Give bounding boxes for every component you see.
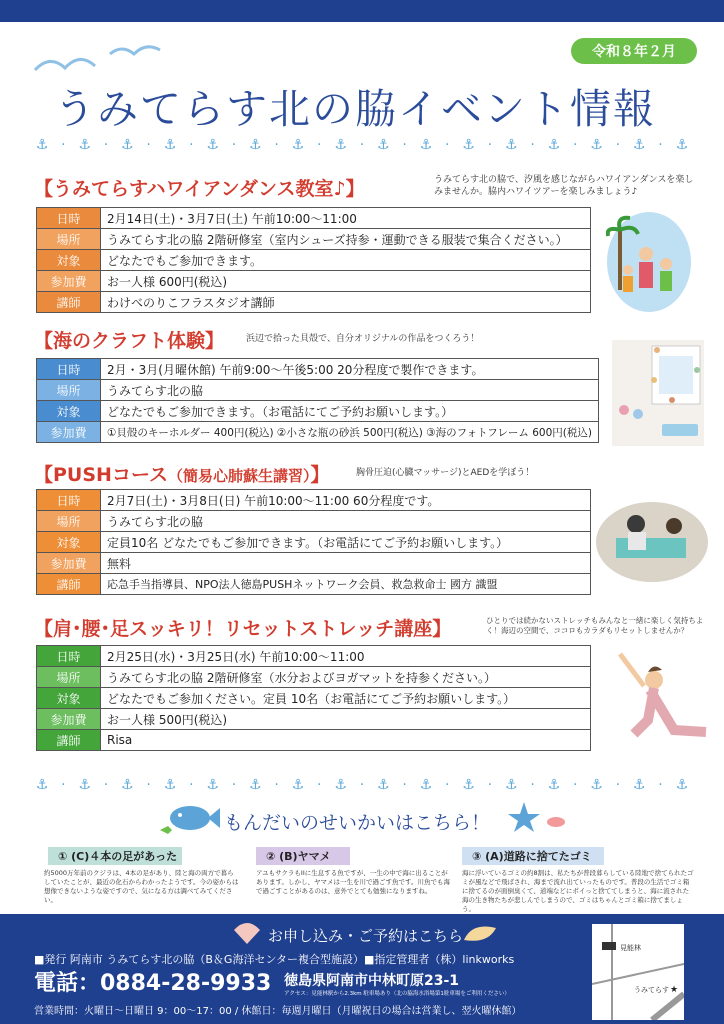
- anchor-icon: ⚓: [590, 137, 603, 153]
- event-row: [37, 730, 591, 751]
- row-label: 講師: [37, 730, 101, 751]
- quiz-answer-1-text: 約5000万年前のクジラは、4本の足があり、陸と海の両方で暮らしていたことが、最近の化石からわかったようです。今の姿からは想像できないような姿ですので、気になる方は調べてみてください。: [44, 869, 239, 904]
- event-note-hawaiian: うみてらす北の脇で、汐風を感じながらハワイアンダンスを楽しみませんか。脇内ハワイツアーを楽しみましょう♪: [434, 175, 694, 197]
- divider-dot: ·: [530, 137, 535, 153]
- row-label: 場所: [37, 667, 101, 688]
- divider-dot: ·: [61, 137, 66, 153]
- anchor-icon: ⚓: [547, 777, 561, 793]
- event-note-stretch: ひとりでは続かないストレッチもみんなと一緒に楽しく気持ちよく！海辺の空間で、ココロもカラダもリセットしませんか？: [486, 616, 704, 635]
- divider-dot: ·: [487, 777, 493, 793]
- anchor-icon: ⚓: [163, 137, 177, 153]
- event-title-stretch: 【肩･腰･足スッキリ！リセットストレッチ講座】: [34, 618, 452, 640]
- row-value: どなたでもご参加できます。: [101, 250, 591, 271]
- anchor-icon: ⚓: [291, 777, 305, 793]
- map-station-label: 見能林: [620, 944, 641, 952]
- phone-number[interactable]: 電話：0884-28-9933: [34, 971, 272, 996]
- divider-dot: ·: [274, 137, 279, 153]
- row-label: 日時: [37, 208, 101, 229]
- apply-heading: お申し込み・ご予約はこちら: [268, 927, 464, 945]
- anchor-icon: ⚓: [547, 137, 561, 153]
- row-value: 2月25日(水)・3月25日(水) 午前10:00～11:00: [101, 646, 591, 667]
- divider-dot: ·: [146, 137, 151, 153]
- row-value: 2月・3月(月曜休館) 午前9:00～午後5:00 20分程度で製作できます。: [101, 359, 599, 380]
- divider-dot: ·: [274, 777, 279, 793]
- divider-dot: ·: [487, 137, 493, 153]
- row-value: うみてらす北の脇: [101, 511, 591, 532]
- anchor-icon: ⚓: [504, 777, 518, 793]
- divider-dot: ·: [61, 777, 66, 793]
- event-row: [37, 250, 591, 271]
- row-value: うみてらす北の脇: [101, 380, 599, 401]
- row-label: 対象: [37, 532, 101, 553]
- craft-sample-photo: [612, 340, 704, 446]
- row-value: わけべのりこフラスタジオ講師: [101, 292, 591, 313]
- event-row: [37, 511, 591, 532]
- location-map[interactable]: [592, 924, 684, 1020]
- divider-dot: ·: [572, 137, 578, 153]
- map-star-icon: ★: [670, 985, 679, 995]
- event-table-craft: [36, 358, 599, 443]
- row-label: 場所: [37, 229, 101, 250]
- anchor-icon: ⚓: [121, 137, 134, 153]
- anchor-icon: ⚓: [504, 137, 518, 153]
- anchor-icon: ⚓: [163, 777, 177, 793]
- anchor-icon: ⚓: [675, 777, 689, 793]
- row-label: 参加費: [37, 709, 101, 730]
- row-label: 場所: [37, 511, 101, 532]
- divider-dot: ·: [231, 137, 237, 153]
- row-label: 日時: [37, 646, 101, 667]
- row-value: 2月14日(土)・3月7日(土) 午前10:00～11:00: [101, 208, 591, 229]
- divider-dot: ·: [189, 777, 194, 793]
- anchor-divider-bottom: [32, 774, 692, 796]
- quiz-answer-3-label: ③ (A)道路に捨てたゴミ: [462, 847, 604, 865]
- divider-dot: ·: [317, 137, 322, 153]
- divider-dot: ·: [658, 137, 663, 153]
- event-row: [37, 574, 591, 595]
- row-value: 無料: [101, 553, 591, 574]
- divider-dot: ·: [402, 777, 407, 793]
- quiz-answer-2-label: ② (B)ヤマメ: [256, 847, 350, 865]
- anchor-icon: ⚓: [462, 137, 475, 153]
- quiz-answer-3-text: 海に浮いているゴミの約8割は、私たちが普段暮らしている陸地で捨てられたゴミが風などで飛ばされ、海まで流れ出ていったものです。普段の生活でゴミ箱に捨てるのが面倒臭くて、道端などにポイっと捨ててしまうと、海に流された海の生き物たちが悲しんでしまうので、ゴミはちゃんとゴミ箱に捨てましょう。: [462, 869, 694, 913]
- row-label: 日時: [37, 490, 101, 511]
- divider-dot: ·: [189, 137, 194, 153]
- row-label: 講師: [37, 292, 101, 313]
- shell-icon: [232, 920, 262, 946]
- divider-dot: ·: [103, 137, 109, 153]
- anchor-icon: ⚓: [78, 777, 91, 793]
- row-value: 応急手当指導員、NPO法人徳島PUSHネットワーク会員、救急救命士 國方 識盟: [101, 574, 591, 595]
- row-value: 2月7日(土)・3月8日(日) 午前10:00～11:00 60分程度です。: [101, 490, 591, 511]
- event-row: [37, 271, 591, 292]
- event-title-push-end: 】: [310, 464, 330, 486]
- anchor-icon: ⚓: [35, 137, 49, 153]
- publisher-info: ■発行 阿南市 うみてらす北の脇（B＆G海洋センター複合型施設）■指定管理者（株）linkworks: [34, 953, 515, 966]
- divider-dot: ·: [615, 137, 621, 153]
- fish-icon: [160, 800, 220, 836]
- divider-dot: ·: [572, 777, 578, 793]
- divider-dot: ·: [658, 777, 663, 793]
- event-table-stretch: [36, 645, 591, 751]
- divider-dot: ·: [146, 777, 151, 793]
- event-note-craft: 浜辺で拾った貝殻で、自分オリジナルの作品をつくろう！: [246, 334, 480, 344]
- event-row: [37, 422, 599, 443]
- stretching-woman-illustration: [614, 650, 710, 744]
- event-title-push-sub: （簡易心肺蘇生講習）: [168, 467, 311, 485]
- anchor-divider-top: [32, 134, 692, 156]
- anchor-icon: ⚓: [675, 137, 689, 153]
- row-value: 定員10名 どなたでもご参加できます。（お電話にてご予約お願いします。）: [101, 532, 591, 553]
- event-row: [37, 532, 591, 553]
- divider-dot: ·: [530, 777, 535, 793]
- event-row: [37, 229, 591, 250]
- row-label: 場所: [37, 380, 101, 401]
- conch-icon: [462, 920, 498, 946]
- event-row: [37, 490, 591, 511]
- hawaiian-dancers-illustration: [606, 210, 692, 314]
- anchor-icon: ⚓: [249, 137, 262, 153]
- event-title-push-main: 【PUSHコース: [34, 464, 168, 486]
- divider-dot: ·: [231, 777, 237, 793]
- page-title: うみてらす北の脇イベント情報: [54, 85, 656, 133]
- cpr-training-photo: [596, 502, 708, 582]
- anchor-icon: ⚓: [334, 137, 347, 153]
- event-row: [37, 709, 591, 730]
- map-graphic: [592, 924, 684, 1020]
- divider-dot: ·: [359, 137, 365, 153]
- quiz-answers-title: もんだいのせいかいはこちら！: [224, 812, 491, 834]
- event-table-push: [36, 489, 591, 595]
- anchor-icon: ⚓: [35, 777, 49, 793]
- row-label: 参加費: [37, 271, 101, 292]
- divider-dot: ·: [317, 777, 322, 793]
- quiz-answer-2-text: アユもサクラもIIに生息する魚ですが、一生の中で海に出ることがあります。しかし、ヤマメは一生を川で過ごす魚です。川魚でも海で過ごすことがあるのは、意外でとても勉強になりますね。: [256, 869, 450, 895]
- row-label: 参加費: [37, 422, 101, 443]
- row-value: どなたでもご参加できます。（お電話にてご予約お願いします。）: [101, 401, 599, 422]
- anchor-icon: ⚓: [376, 777, 390, 793]
- anchor-icon: ⚓: [632, 777, 646, 793]
- divider-dot: ·: [445, 777, 450, 793]
- anchor-icon: ⚓: [419, 137, 433, 153]
- starfish-icon: [508, 800, 568, 834]
- row-value: ①貝殻のキーホルダー 400円(税込) ②小さな瓶の砂浜 500円(税込) ③海のフォトフレーム 600円(税込): [101, 422, 599, 443]
- row-label: 対象: [37, 401, 101, 422]
- anchor-icon: ⚓: [206, 137, 219, 153]
- event-row: [37, 380, 599, 401]
- map-place-label: うみてらす: [634, 986, 669, 994]
- anchor-icon: ⚓: [419, 777, 433, 793]
- event-row: [37, 208, 591, 229]
- divider-dot: ·: [402, 137, 407, 153]
- anchor-icon: ⚓: [376, 137, 390, 153]
- row-value: お一人様 600円(税込): [101, 271, 591, 292]
- row-value: うみてらす北の脇 2階研修室（水分およびヨガマットを持参ください。）: [101, 667, 591, 688]
- anchor-icon: ⚓: [206, 777, 219, 793]
- event-row: [37, 359, 599, 380]
- event-row: [37, 401, 599, 422]
- anchor-icon: ⚓: [462, 777, 475, 793]
- row-label: 講師: [37, 574, 101, 595]
- divider-dot: ·: [615, 777, 621, 793]
- event-row: [37, 292, 591, 313]
- event-title-craft: 【海のクラフト体験】: [34, 330, 225, 352]
- event-row: [37, 646, 591, 667]
- anchor-icon: ⚓: [334, 777, 347, 793]
- row-label: 対象: [37, 250, 101, 271]
- divider-dot: ·: [103, 777, 109, 793]
- top-bar: [0, 0, 724, 22]
- row-value: うみてらす北の脇 2階研修室（室内シューズ持参・運動できる服装で集合ください。）: [101, 229, 591, 250]
- event-table-hawaiian: [36, 207, 591, 313]
- anchor-icon: ⚓: [249, 777, 262, 793]
- anchor-icon: ⚓: [632, 137, 646, 153]
- address: 徳島県阿南市中林町原23-1: [284, 973, 460, 989]
- date-badge: 令和８年２月: [571, 38, 697, 64]
- business-hours: 営業時間：火曜日～日曜日 9：00～17：00 / 休館日：毎週月曜日（月曜祝日の場合は営業し、翌火曜休館）: [34, 1006, 522, 1017]
- access-info: アクセス：見能林駅から2.3km 駐車場あり（北の脇海水浴場第1駐車場をご利用ください）: [284, 991, 510, 997]
- divider-dot: ·: [445, 137, 450, 153]
- event-row: [37, 688, 591, 709]
- anchor-icon: ⚓: [78, 137, 91, 153]
- event-row: [37, 553, 591, 574]
- event-row: [37, 667, 591, 688]
- row-value: お一人様 500円(税込): [101, 709, 591, 730]
- row-label: 参加費: [37, 553, 101, 574]
- anchor-icon: ⚓: [121, 777, 134, 793]
- row-label: 対象: [37, 688, 101, 709]
- event-note-push: 胸骨圧迫(心臓マッサージ)とAEDを学ぼう！: [356, 468, 535, 478]
- anchor-icon: ⚓: [291, 137, 305, 153]
- event-title-hawaiian: 【うみてらすハワイアンダンス教室♪】: [34, 178, 365, 200]
- anchor-icon: ⚓: [590, 777, 603, 793]
- row-value: Risa: [101, 730, 591, 751]
- quiz-answer-1-label: ① (C)４本の足があった: [48, 847, 182, 865]
- row-label: 日時: [37, 359, 101, 380]
- row-value: どなたでもご参加ください。定員 10名（お電話にてご予約お願いします。）: [101, 688, 591, 709]
- divider-dot: ·: [359, 777, 365, 793]
- event-title-push: [34, 460, 330, 487]
